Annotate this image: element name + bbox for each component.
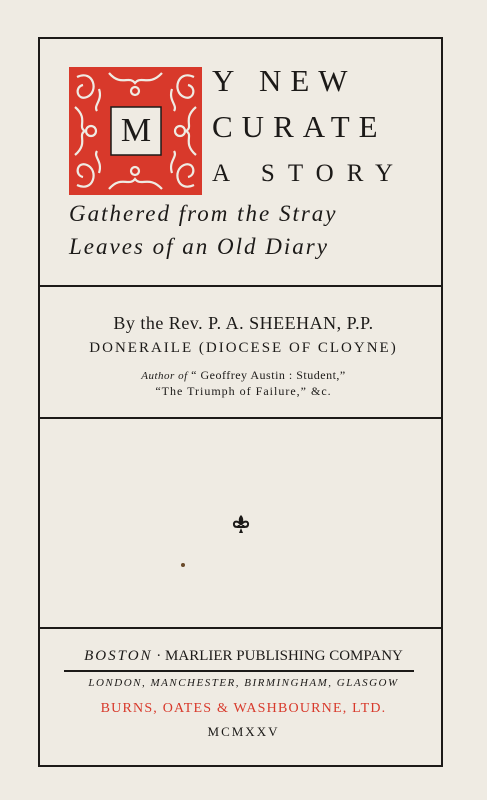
ink-speck [181, 563, 185, 567]
works-prefix: Author of [141, 370, 188, 382]
divider-ornament [38, 627, 443, 629]
title-line-1: Y NEW [212, 63, 357, 98]
title-line-2: CURATE [212, 109, 387, 144]
fleur-de-lis-icon [232, 514, 250, 534]
publisher-name: MARLIER PUBLISHING COMPANY [165, 648, 403, 664]
italic-subtitle-2: Leaves of an Old Diary [69, 234, 329, 259]
publisher-line [0, 648, 487, 665]
decorated-initial [69, 67, 202, 195]
divider-title [38, 285, 443, 287]
publisher-city: BOSTON [84, 648, 153, 664]
initial-letter: M [120, 112, 152, 149]
author-place: DONERAILE (DIOCESE OF CLOYNE) [89, 340, 398, 356]
publisher-underline [64, 670, 414, 672]
divider-author [38, 417, 443, 419]
italic-subtitle-1: Gathered from the Stray [69, 201, 338, 226]
works-title-1: “ Geoffrey Austin : Student,” [191, 368, 346, 382]
co-publisher: BURNS, OATES & WASHBOURNE, LTD. [100, 701, 387, 716]
publisher-cities: LONDON, MANCHESTER, BIRMINGHAM, GLASGOW [88, 677, 399, 689]
author-works-line-2: “The Triumph of Failure,” &c. [155, 384, 332, 398]
author-byline: By the Rev. P. A. SHEEHAN, P.P. [113, 313, 374, 333]
publication-year: MCMXXV [207, 724, 280, 739]
publisher-separator: · [156, 648, 162, 664]
author-works-line-1 [0, 368, 487, 383]
subtitle: A STORY [212, 160, 407, 187]
